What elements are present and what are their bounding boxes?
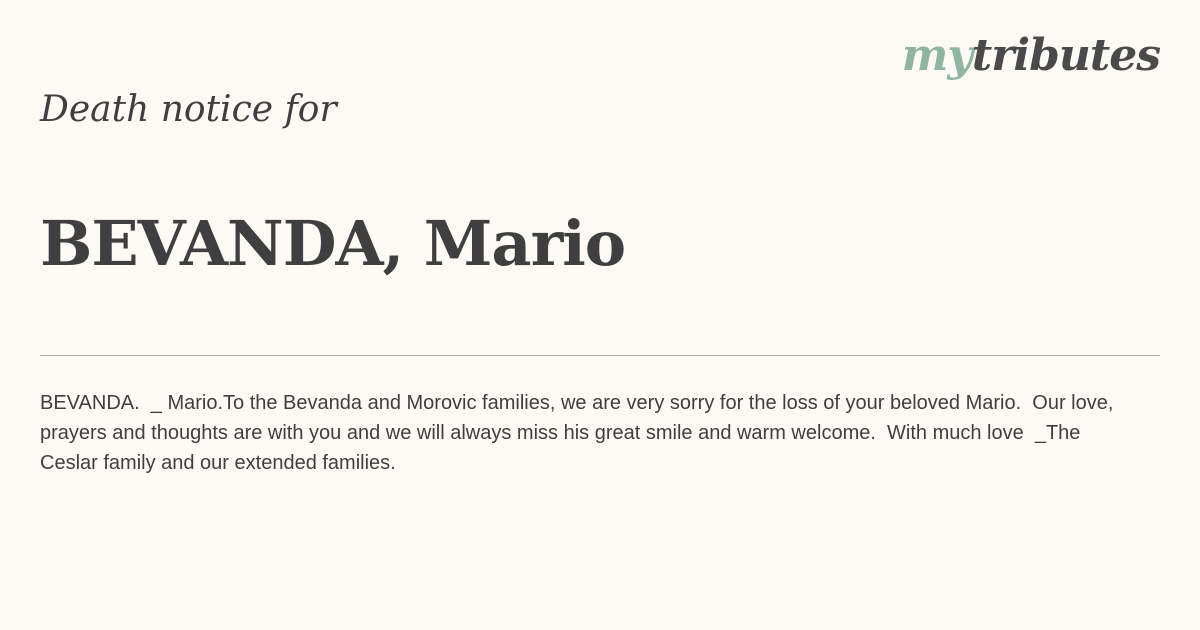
logo-text-my: my <box>901 30 972 81</box>
logo-text-tributes: tributes <box>971 30 1160 81</box>
notice-message: BEVANDA. _ Mario.To the Bevanda and Morovic families, we are very sorry for the loss of your beloved Mario. Our love, prayers and thoughts are with you and we will always miss his great smile and warm welcome. With much love _The Ceslar family and our extended families. <box>40 392 1119 474</box>
notice-intro-heading: Death notice for <box>40 89 337 130</box>
deceased-name-title: BEVANDA, Mario <box>40 207 626 280</box>
section-divider <box>40 355 1160 356</box>
mytributes-logo <box>902 30 1160 83</box>
